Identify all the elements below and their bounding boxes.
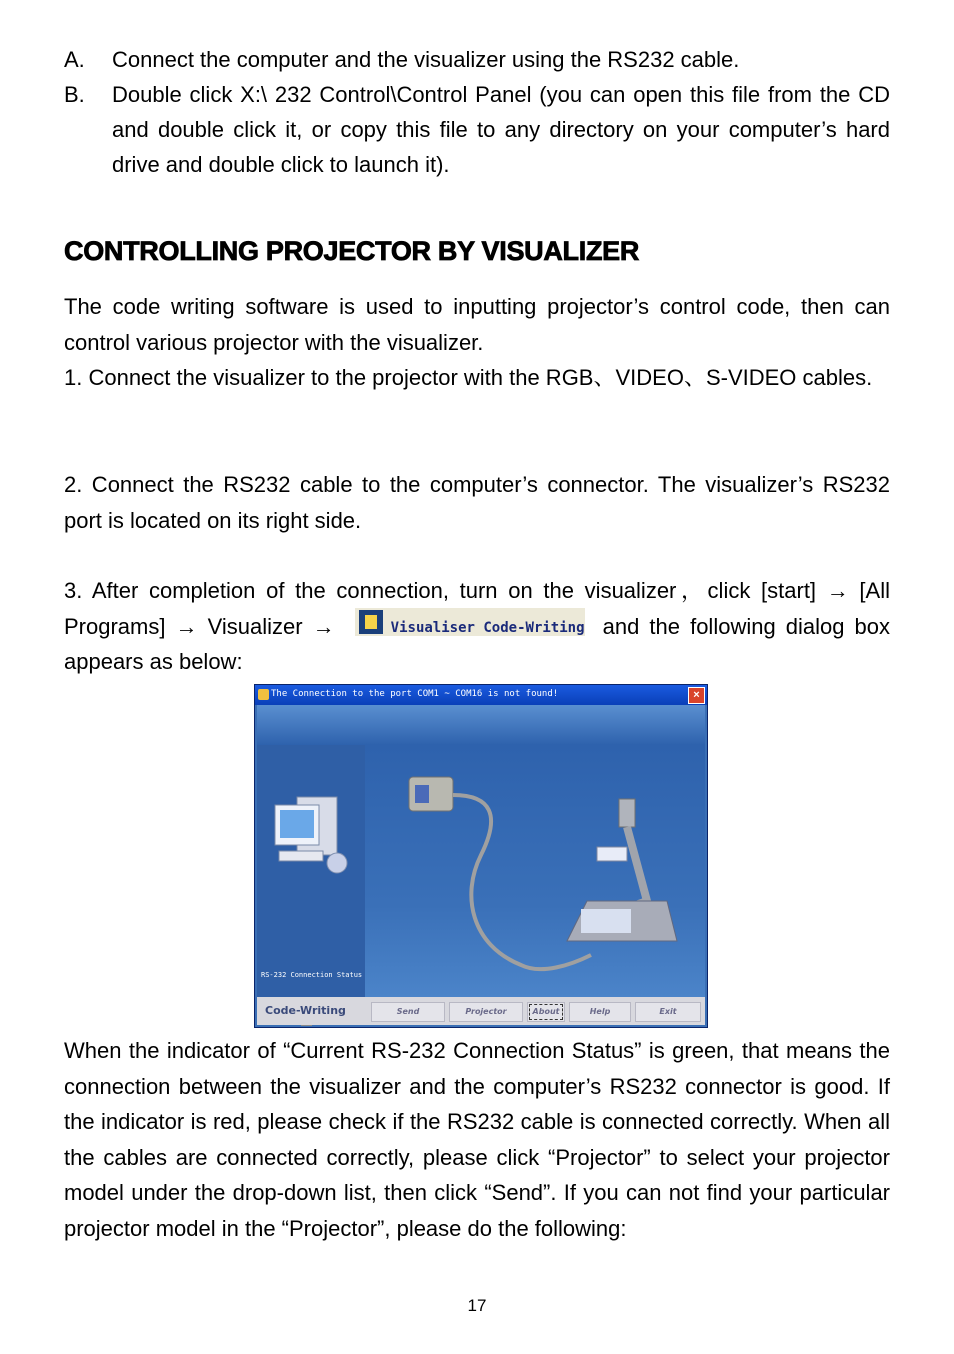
dialog-toolbar (257, 997, 705, 1025)
list-item (64, 77, 890, 182)
code-writing-program-icon (355, 608, 585, 636)
dialog-body (257, 705, 705, 997)
toolbar-title: Code-Writing (265, 1004, 346, 1017)
visualizer-image (557, 791, 697, 961)
close-button[interactable]: × (688, 687, 705, 704)
help-button[interactable]: Help (569, 1002, 631, 1022)
step-1-paragraph: 1. Connect the visualizer to the projector with the RGB、VIDEO、S-VIDEO cables. (64, 365, 873, 390)
connection-status-label: RS-232 Connection Status (261, 971, 363, 979)
program-icon (359, 610, 383, 634)
step-2-paragraph: 2. Connect the RS232 cable to the computer’s connector. The visualizer’s RS232 port is located on its right side. (64, 472, 890, 533)
list-text: Double click X:\ 232 Control\Control Panel (you can open this file from the CD and double click it, or copy this file to any directory on your computer’s hard drive and double click to launch it). (112, 82, 890, 177)
step-3-text-b: and the following dialog box appears as below: (64, 613, 891, 674)
list-marker: B. (64, 82, 85, 107)
list-marker: A. (64, 47, 85, 72)
explanation-paragraph: When the indicator of “Current RS-232 Connection Status” is green, that means the connection between the visualizer and the computer’s RS232 connector is good. If the indicator is red, please check if the RS232 cable is connected correctly. When all the cables are connected correctly, please click “Projector” to select your projector model under the drop-down list, then click “Send”. If you can not find your particular projector model in the “Projector”, please do the following: (64, 1038, 890, 1241)
page-number: 17 (467, 1296, 487, 1315)
status-sidebar (257, 745, 365, 997)
list-text: Connect the computer and the visualizer using the RS232 cable. (112, 47, 740, 72)
projector-button[interactable]: Projector (449, 1002, 523, 1022)
about-button[interactable]: About (527, 1002, 565, 1022)
computer-icon (271, 791, 361, 881)
step-3-paragraph (64, 573, 890, 680)
dialog-title: The Connection to the port COM1 ~ COM16 is not found! (271, 689, 559, 699)
intro-paragraph: The code writing software is used to inputting projector’s control code, then can control various projector with the visualizer. (64, 294, 890, 355)
program-label: Visualiser Code-Writing (390, 619, 585, 636)
step-3-text-a: 3. After completion of the connection, turn on the visualizer，click [start] → [All Programs] → Visualizer → (64, 578, 890, 639)
section-heading: CONTROLLING PROJECTOR BY VISUALIZER (64, 236, 640, 266)
dialog-screenshot (254, 684, 708, 1028)
list-item (64, 42, 938, 77)
send-button[interactable]: Send (371, 1002, 445, 1022)
app-icon (258, 689, 269, 700)
exit-button[interactable]: Exit (635, 1002, 701, 1022)
dialog-titlebar (255, 685, 707, 705)
